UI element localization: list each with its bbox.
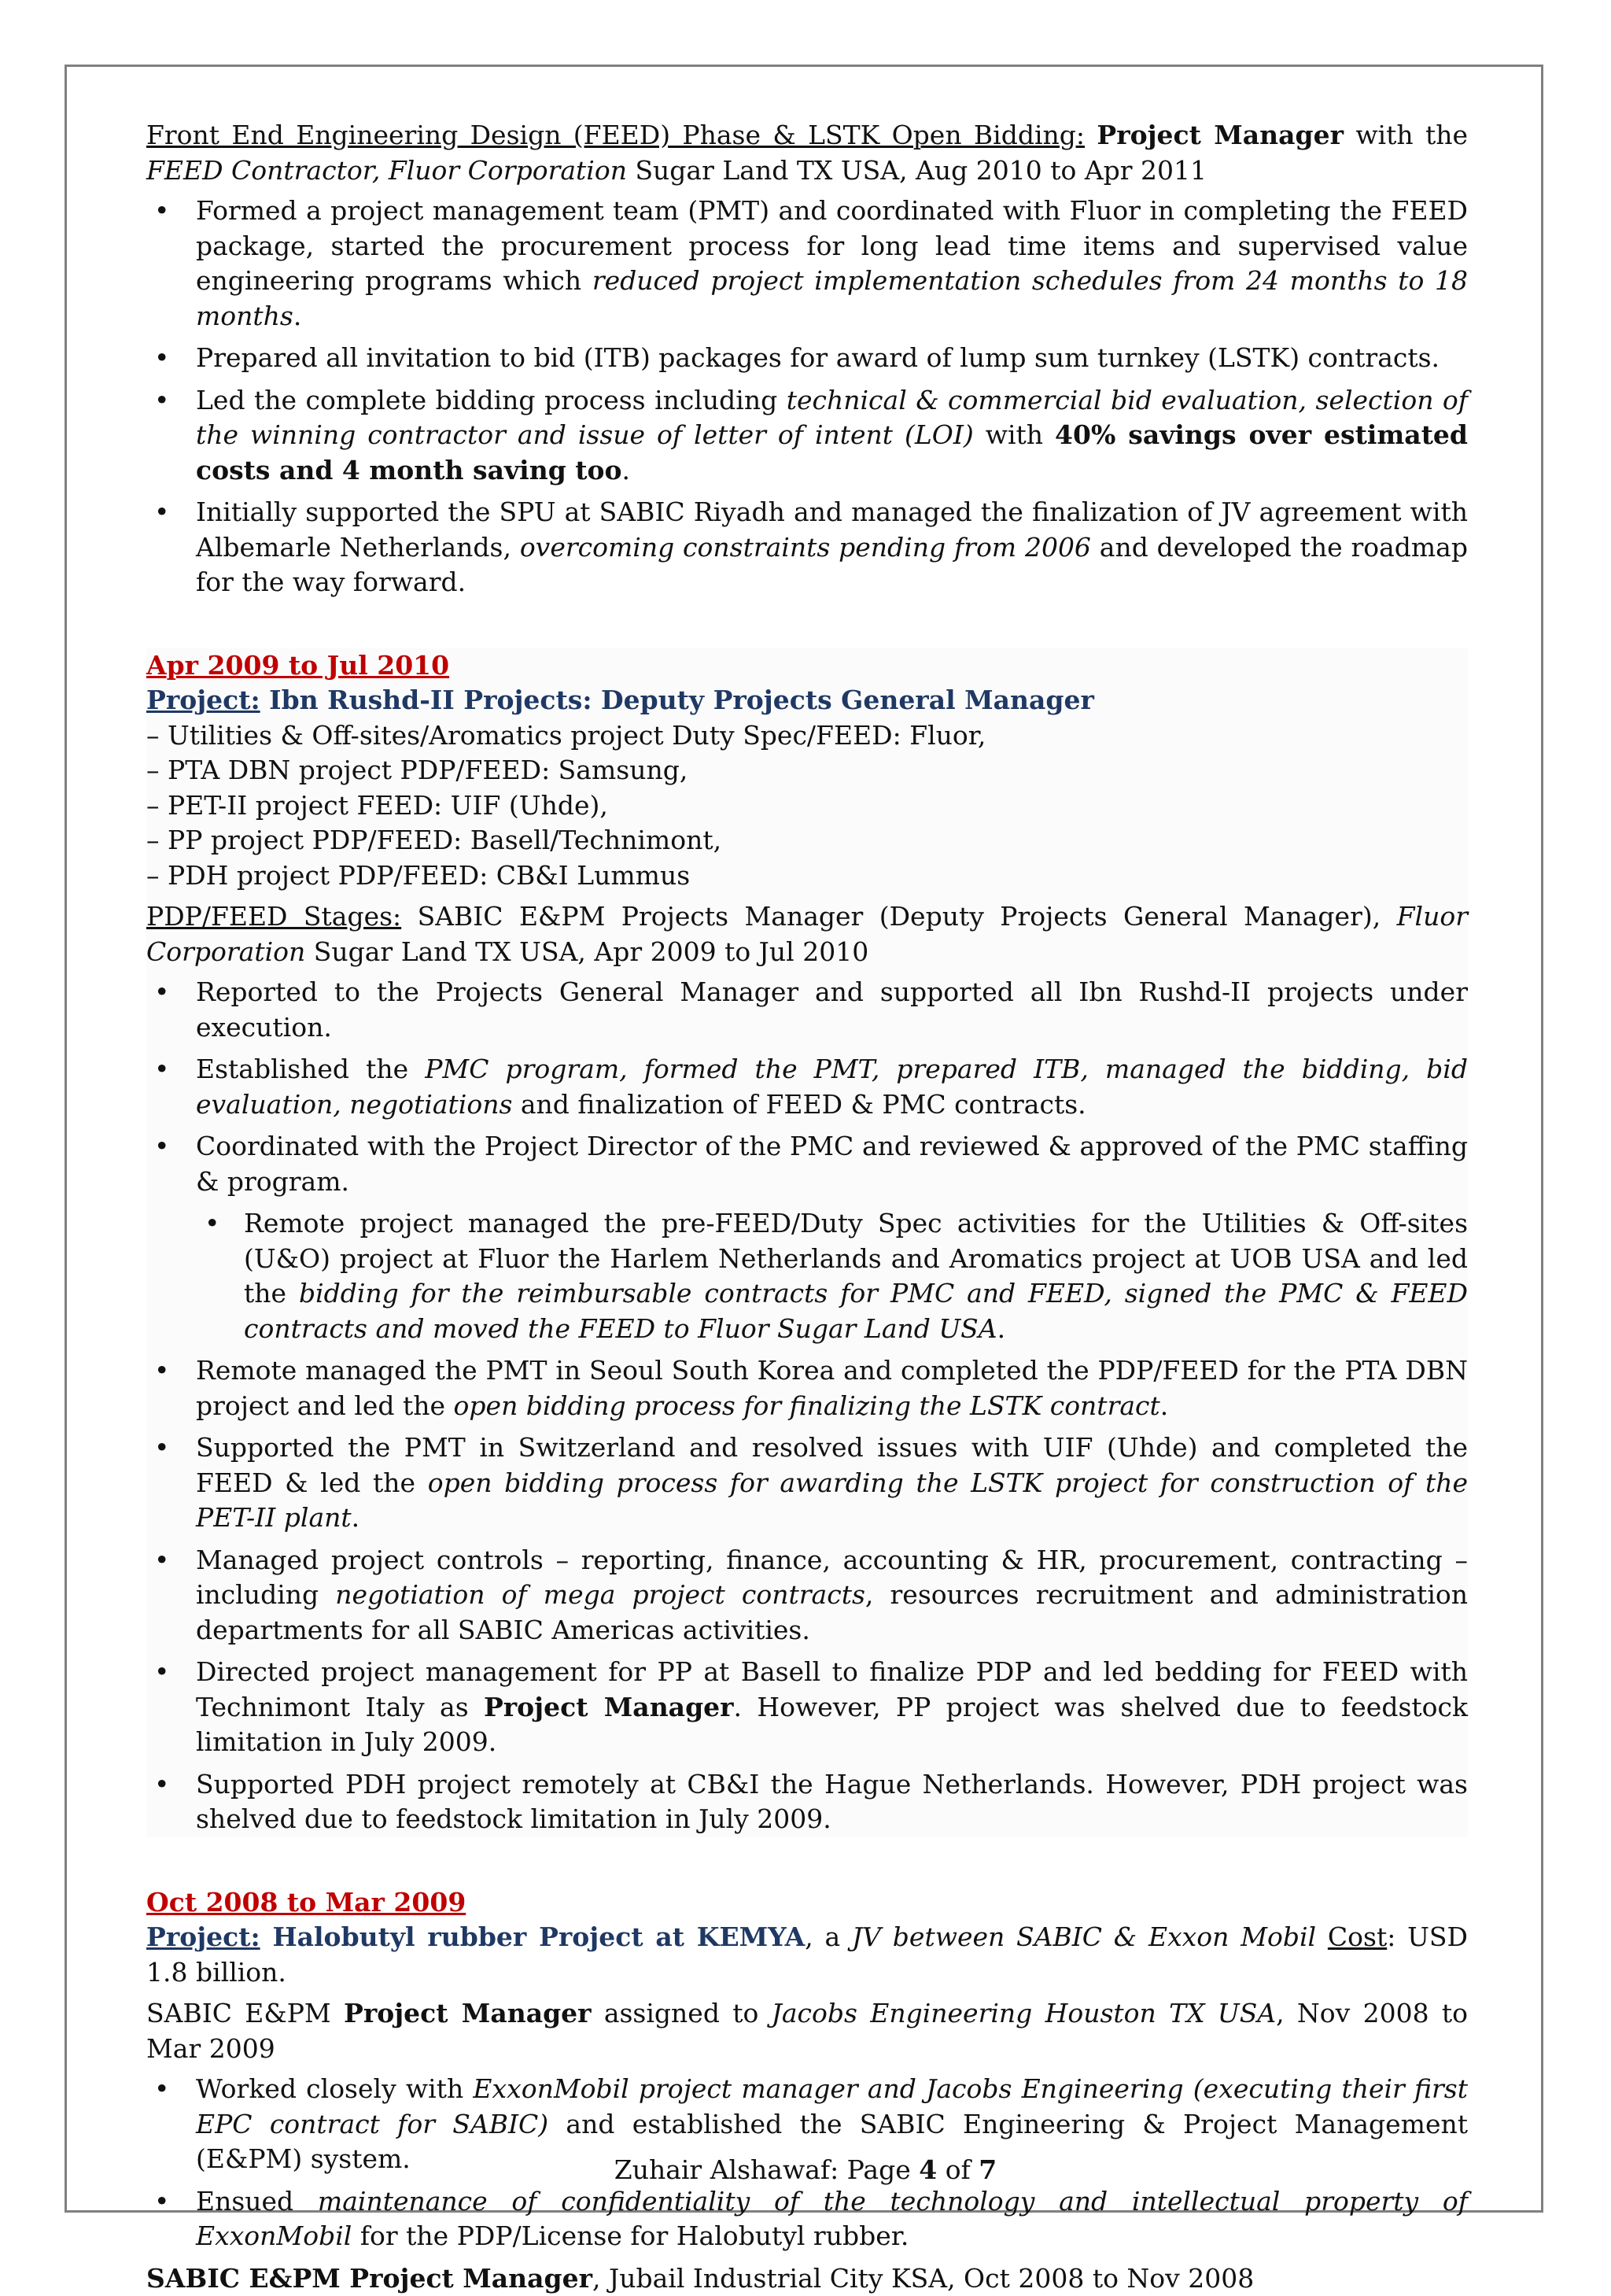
kemya-dates: Oct 2008 to Mar 2009 xyxy=(146,1885,1468,1921)
list-item: • Coordinated with the Project Director of the PMC and reviewed & approved of the PMC staffing & program. xyxy=(146,1129,1468,1199)
ibn-subproject-line: – PDH project PDP/FEED: CB&I Lummus xyxy=(146,858,1468,894)
kemya-project-title: Project: Halobutyl rubber Project at KEMYA, a JV between SABIC & Exxon Mobil Cost: USD 1.8 billion. xyxy=(146,1920,1468,1990)
list-item: • Ensued maintenance of confidentiality of the technology and intellectual property of ExxonMobil for the PDP/License for Halobutyl rubber. xyxy=(146,2184,1468,2254)
total-pages: 7 xyxy=(979,2154,997,2185)
list-item: • Supported the PMT in Switzerland and resolved issues with UIF (Uhde) and completed the FEED & led the open bidding process for awarding the LSTK project for construction of the PET-II plant. xyxy=(146,1430,1468,1536)
list-item: • Prepared all invitation to bid (ITB) packages for award of lump sum turnkey (LSTK) contracts. xyxy=(146,341,1468,376)
resume-page-content xyxy=(146,118,1468,2296)
ibn-subproject-line: – Utilities & Off-sites/Aromatics project Duty Spec/FEED: Fluor, xyxy=(146,718,1468,754)
list-item: • Reported to the Projects General Manager and supported all Ibn Rushd-II projects under execution. xyxy=(146,975,1468,1045)
list-item: • Worked closely with ExxonMobil project manager and Jacobs Engineering (executing their first EPC contract for SABIC) and established the SABIC Engineering & Project Management (E&PM) system. xyxy=(146,2072,1468,2177)
list-item: • Formed a project management team (PMT) and coordinated with Fluor in completing the FEED package, started the procurement process for long lead time items and supervised value engineering programs which reduced project implementation schedules from 24 months to 18 months. xyxy=(146,194,1468,334)
ibn-rushd-section xyxy=(146,648,1468,1837)
feed-bullet-list xyxy=(146,194,1468,600)
feed-phase-section xyxy=(146,118,1468,600)
list-item: • Directed project management for PP at Basell to finalize PDP and led bedding for FEED with Technimont Italy as Project Manager. However, PP project was shelved due to feedstock limitation in July 2009. xyxy=(146,1655,1468,1760)
list-item: • Led the complete bidding process including technical & commercial bid evaluation, selection of the winning contractor and issue of letter of intent (LOI) with 40% savings over estimated costs and 4 month saving too. xyxy=(146,383,1468,489)
page-footer: Zuhair Alshawaf: Page 4 of 7 xyxy=(0,2154,1611,2185)
ibn-stages-line: PDP/FEED Stages: SABIC E&PM Projects Manager (Deputy Projects General Manager), Fluor Corporation Sugar Land TX USA, Apr 2009 to Jul 2010 xyxy=(146,899,1468,969)
kemya-section xyxy=(146,1885,1468,2296)
kemya-assignment: SABIC E&PM Project Manager assigned to Jacobs Engineering Houston TX USA, Nov 2008 to Mar 2009 xyxy=(146,1996,1468,2066)
feed-role: Project Manager xyxy=(1097,120,1344,150)
ibn-subproject-line: – PP project PDP/FEED: Basell/Technimont, xyxy=(146,823,1468,858)
ibn-dates: Apr 2009 to Jul 2010 xyxy=(146,648,1468,684)
ibn-subproject-line: – PET-II project FEED: UIF (Uhde), xyxy=(146,788,1468,824)
list-item: • Initially supported the SPU at SABIC Riyadh and managed the finalization of JV agreement with Albemarle Netherlands, overcoming constraints pending from 2006 and developed the roadmap for the way forward. xyxy=(146,495,1468,600)
list-item: • Managed project controls – reporting, finance, accounting & HR, procurement, contracting – including negotiation of mega project contracts, resources recruitment and administration departments for all SABIC Americas activities. xyxy=(146,1543,1468,1648)
ibn-bullet-list xyxy=(146,975,1468,1837)
ibn-subproject-line: – PTA DBN project PDP/FEED: Samsung, xyxy=(146,753,1468,788)
feed-phase-heading: Front End Engineering Design (FEED) Phase & LSTK Open Bidding: xyxy=(146,120,1085,150)
page-number: 4 xyxy=(919,2154,937,2185)
ibn-project-title: Project: Ibn Rushd-II Projects: Deputy Projects General Manager xyxy=(146,683,1468,718)
feed-contractor: FEED Contractor, Fluor Corporation xyxy=(146,155,627,186)
list-item: • Remote project managed the pre-FEED/Duty Spec activities for the Utilities & Off-sites (U&O) project at Fluor the Harlem Netherlands and Aromatics project at UOB USA and led the bidding for the reimbursable contracts for PMC and FEED, signed the PMC & FEED contracts and moved the FEED to Fluor Sugar Land USA. xyxy=(146,1206,1468,1346)
feed-phase-header: Front End Engineering Design (FEED) Phase & LSTK Open Bidding: Project Manager with the FEED Contractor, Fluor Corporation Sugar Land TX USA, Aug 2010 to Apr 2011 xyxy=(146,118,1468,188)
list-item: • Remote managed the PMT in Seoul South Korea and completed the PDP/FEED for the PTA DBN project and led the open bidding process for finalizing the LSTK contract. xyxy=(146,1353,1468,1423)
list-item: • Supported PDH project remotely at CB&I the Hague Netherlands. However, PDH project was shelved due to feedstock limitation in July 2009. xyxy=(146,1767,1468,1837)
feed-location-dates: Sugar Land TX USA, Aug 2010 to Apr 2011 xyxy=(627,155,1207,186)
kemya-final-role: SABIC E&PM Project Manager, Jubail Industrial City KSA, Oct 2008 to Nov 2008 xyxy=(146,2261,1468,2296)
list-item: • Established the PMC program, formed the PMT, prepared ITB, managed the bidding, bid evaluation, negotiations and finalization of FEED & PMC contracts. xyxy=(146,1052,1468,1122)
